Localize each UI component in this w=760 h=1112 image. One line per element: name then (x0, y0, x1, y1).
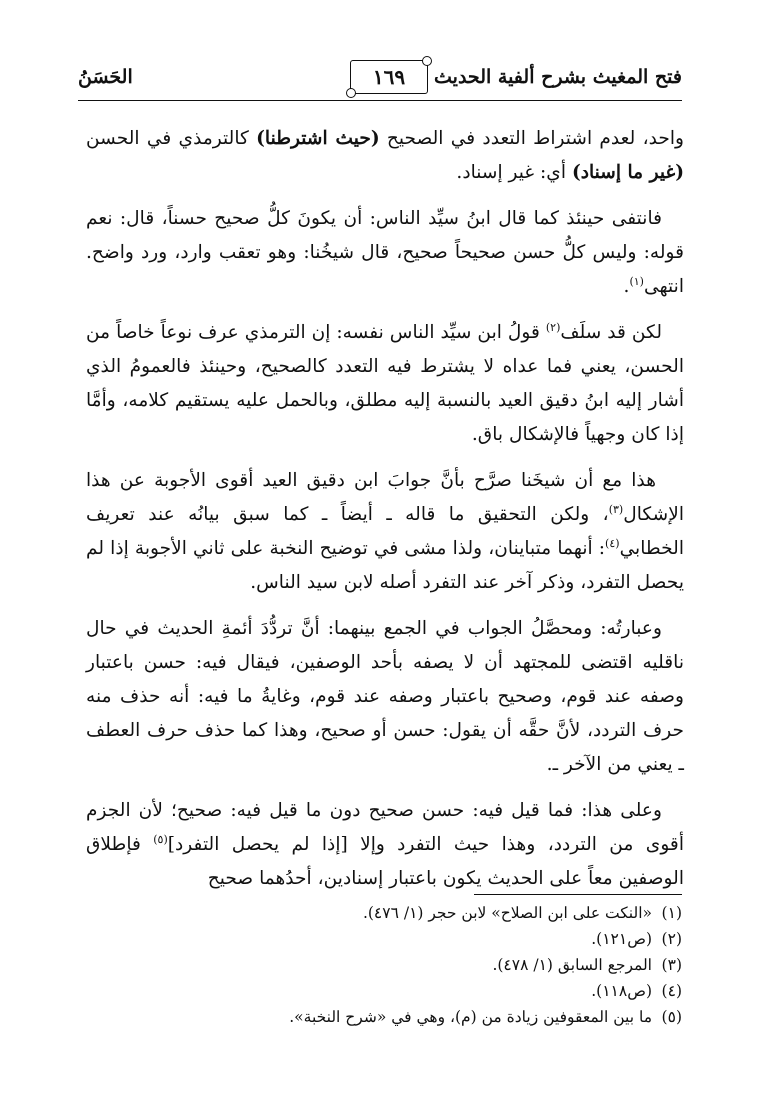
footnote-ref[interactable]: (٣) (608, 502, 624, 516)
main-text (86, 122, 684, 908)
matn-quote: (حيث اشترطنا) (256, 128, 380, 149)
text-run: هذا مع أن شيخَنا صرَّح بأنَّ جوابَ ابن دقيق العيد أقوى الأجوبة عن هذا الإشكال (86, 470, 684, 525)
footnote-number: (٣) (661, 956, 682, 974)
footnote-number: (١) (661, 904, 682, 922)
page-header (78, 58, 682, 102)
footnote-ref[interactable]: (٤) (605, 536, 620, 550)
footnote-text: (ص١٢١). (591, 930, 652, 948)
footnote-ref[interactable]: (٢) (545, 320, 561, 334)
paragraph-6 (86, 794, 684, 896)
text-run: : أنهما متباينان، ولذا مشى في توضيح النخبة على ثاني الأجوبة إذا لم يحصل التفرد، وذكر آخر عند التفرد أصله لابن سيد الناس. (86, 538, 684, 593)
footnote-text: المرجع السابق (١/ ٤٧٨). (492, 956, 652, 974)
matn-quote: (غير ما إسناد) (571, 162, 684, 183)
header-rule (78, 100, 682, 101)
footnote-text: «النكت على ابن الصلاح» لابن حجر (١/ ٤٧٦). (362, 904, 652, 922)
paragraph-2 (86, 202, 684, 304)
text-run: فانتفى حينئذ كما قال ابنُ سيِّد الناس: أن يكونَ كلُّ صحيح حسناً، قال: نعم قوله: وليس كلُّ حسن صحيحاً صحيح، قال شيخُنا: وهو تعقب وارد، ورد واضح. انتهى (86, 208, 684, 297)
running-chapter-title: الحَسَنُ (78, 66, 133, 88)
text-run: واحد، لعدم اشتراط التعدد في الصحيح (379, 128, 684, 149)
footnote (80, 926, 682, 952)
paragraph-1 (86, 122, 684, 190)
text-run: قولُ ابن سيِّد الناس نفسه: إن الترمذي عرف نوعاً خاصاً من الحسن، يعني فما عداه لا يشترط فيه التعدد كالصحيح، وحينئذ فالعمومُ الذي أشار إليه ابنُ دقيق العيد بالنسبة إليه مطلق، وبالحمل عليه يستقيم كلامه، وأمَّا إذا كان وجهياً فالإشكال باق. (86, 322, 684, 445)
footnotes (80, 900, 682, 1030)
page-number: ١٦٩ (372, 65, 406, 89)
footnote-number: (٢) (661, 930, 682, 948)
footnote-number: (٥) (661, 1008, 682, 1026)
text-run: لكن قد سلَف (560, 322, 662, 343)
footnote-ref[interactable]: (٥) (153, 832, 168, 846)
text-run: كالترمذي في الحسن (86, 128, 257, 149)
footnote (80, 952, 682, 978)
paragraph-5 (86, 612, 684, 782)
footnote (80, 900, 682, 926)
text-run: ، ولكن التحقيق ما قاله ـ أيضاً ـ كما سبق بيانُه عند تعريف الخطابي (86, 504, 684, 559)
paragraph-3 (86, 316, 684, 452)
text-run: أي: غير إسناد. (456, 162, 572, 183)
footnote-number: (٤) (661, 982, 682, 1000)
footnote-separator (474, 894, 682, 895)
footnote-text: (ص١١٨). (591, 982, 652, 1000)
footnote-text: ما بين المعقوفين زيادة من (م)، وهي في «شرح النخبة». (289, 1008, 652, 1026)
text-run: . (623, 276, 630, 297)
footnote (80, 978, 682, 1004)
footnote (80, 1004, 682, 1030)
paragraph-4 (86, 464, 684, 600)
footnote-ref[interactable]: (١) (629, 274, 644, 288)
page-number-cartouche (350, 60, 428, 94)
text-run: فإطلاق الوصفين معاً على الحديث يكون باعتبار إسنادين، أحدُهما صحيح (86, 834, 684, 889)
running-book-title: فتح المغيث بشرح ألفية الحديث (434, 66, 682, 88)
text-run: وعبارتُه: ومحصَّلُ الجواب في الجمع بينهما: أنَّ تردُّدَ أئمةِ الحديث في حال ناقليه اقتضى للمجتهد أن لا يصفه بأحد الوصفين، فيقال فيه: حسن باعتبار وصفه عند قوم، وصحيح باعتبار وصفه عند قوم، وغايةُ ما فيه: أنه حذف منه حرف التردد، لأنَّ حقَّه أن يقول: حسن أو صحيح، وهذا كما حذف حرف العطف ـ يعني من الآخر ـ. (86, 618, 684, 775)
text-run: وعلى هذا: فما قيل فيه: حسن صحيح دون ما قيل فيه: صحيح؛ لأن الجزم أقوى من التردد، وهذا حيث التفرد وإلا [إذا لم يحصل التفرد] (86, 800, 684, 855)
